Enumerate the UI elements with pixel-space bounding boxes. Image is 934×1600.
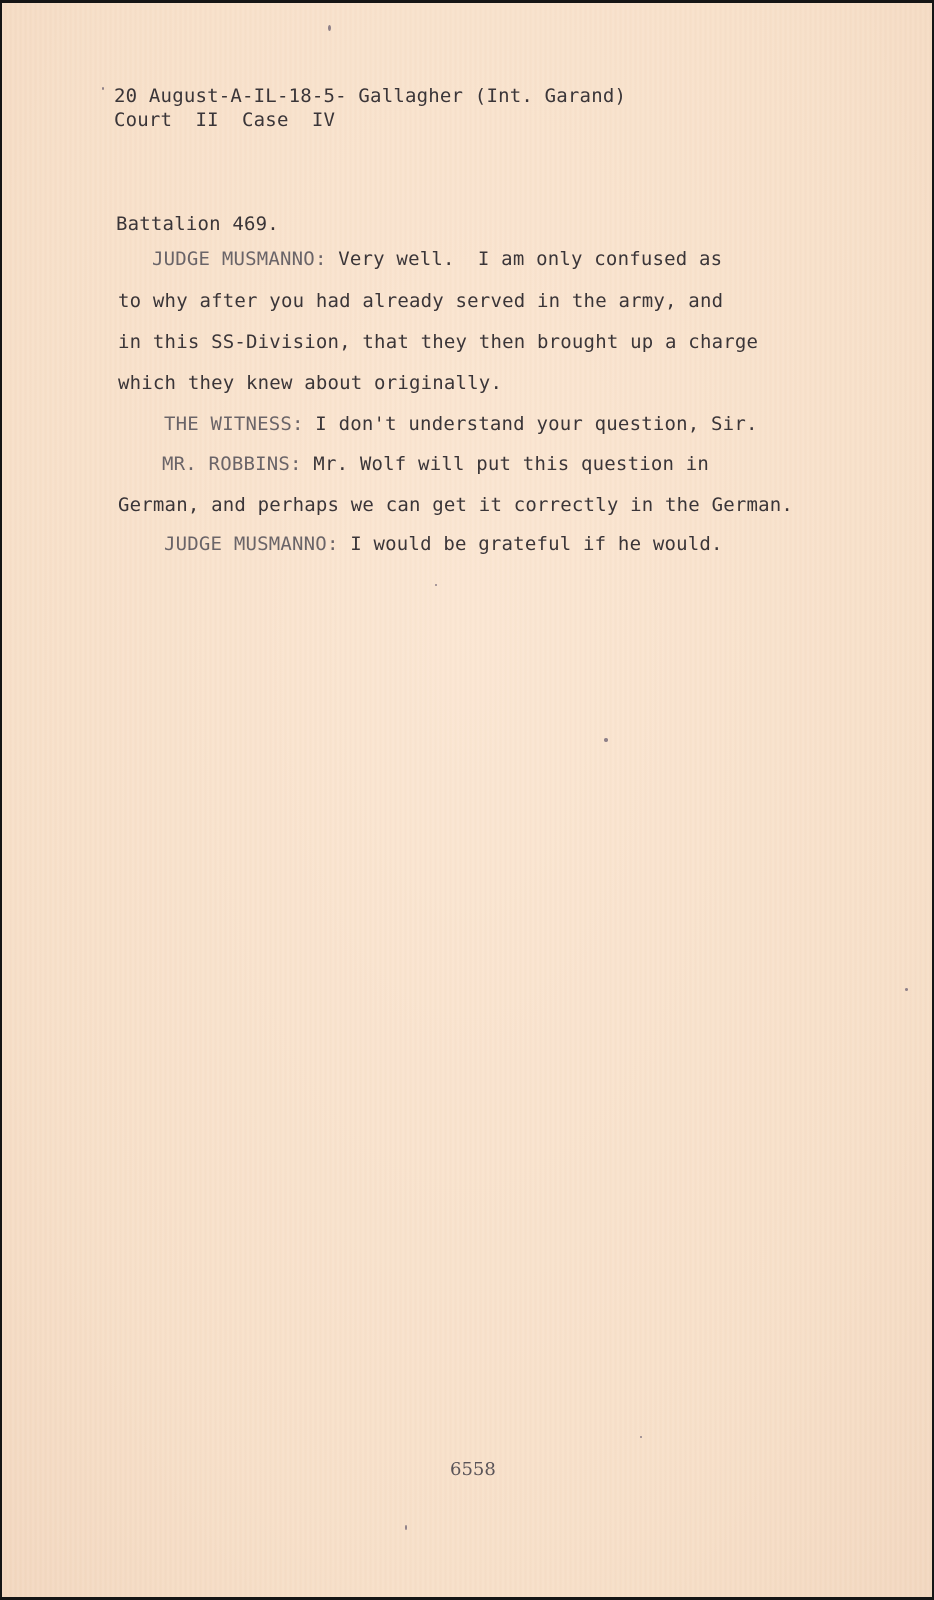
transcript-line xyxy=(164,413,758,435)
paper-speck xyxy=(405,1525,407,1530)
line-text: Mr. Wolf will put this question in xyxy=(301,453,710,475)
paper-speck xyxy=(640,1436,642,1438)
header-caption-line2: Court II Case IV xyxy=(114,109,336,131)
transcript-line: in this SS-Division, that they then brought up a charge xyxy=(118,331,759,353)
transcript-line xyxy=(162,453,709,475)
transcript-line: German, and perhaps we can get it correctly in the German. xyxy=(118,494,794,516)
opening-line: Battalion 469. xyxy=(116,213,279,235)
header-caption-line1: 20 August-A-IL-18-5- Gallagher (Int. Garand) xyxy=(114,85,627,107)
speaker-label: MR. ROBBINS: xyxy=(162,453,302,475)
paper-speck xyxy=(102,87,104,90)
page-number: 6558 xyxy=(450,1459,496,1480)
speaker-label: JUDGE MUSMANNO: xyxy=(164,533,339,555)
transcript-line: to why after you had already served in the army, and xyxy=(118,290,724,312)
transcript-line: which they knew about originally. xyxy=(118,372,503,394)
paper-speck xyxy=(905,988,908,991)
transcript-line xyxy=(152,248,722,270)
line-text: I would be grateful if he would. xyxy=(338,533,723,555)
speaker-label: JUDGE MUSMANNO: xyxy=(152,248,327,270)
line-text: Very well. I am only confused as xyxy=(326,248,723,270)
line-text: I don't understand your question, Sir. xyxy=(303,413,758,435)
speaker-label: THE WITNESS: xyxy=(164,413,304,435)
paper-speck xyxy=(435,584,437,586)
paper-speck xyxy=(328,25,331,31)
transcript-line xyxy=(164,533,723,555)
paper-speck xyxy=(604,738,608,742)
